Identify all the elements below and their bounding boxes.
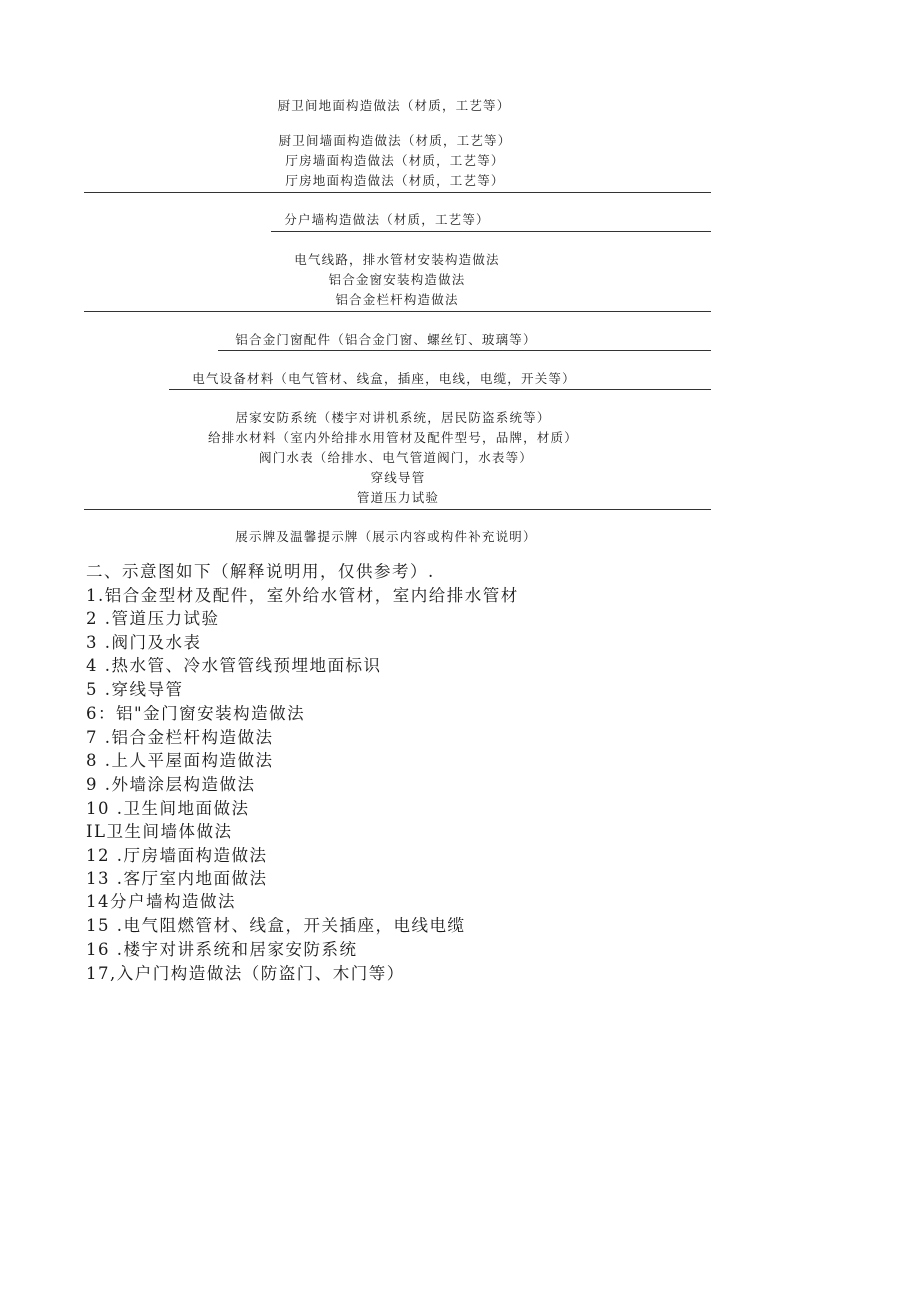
list-item: 2 .管道压力试验 (86, 609, 220, 628)
table-line: 管道压力试验 (356, 490, 440, 505)
list-item: 15 .电气阻燃管材、线盒，开关插座，电线电缆 (86, 916, 466, 935)
list-item: 14分户墙构造做法 (86, 892, 236, 911)
table-line: 厨卫间地面构造做法（材质，工艺等） (277, 98, 511, 113)
table-rule (169, 389, 711, 390)
table-line: 展示牌及温馨提示牌（展示内容或构件补充说明） (235, 529, 537, 544)
list-item: 6：铝"金门窗安装构造做法 (86, 704, 306, 723)
list-item: 4 .热水管、冷水管管线预埋地面标识 (86, 656, 382, 675)
table-line: 阀门水表（给排水、电气管道阀门，水表等） (258, 450, 534, 465)
table-line: 给排水材料（室内外给排水用管材及配件型号，品牌，材质） (208, 430, 578, 445)
table-rule (218, 350, 711, 351)
list-item: 7 .铝合金栏杆构造做法 (86, 728, 274, 747)
table-line: 穿线导管 (370, 470, 426, 485)
list-item: IL卫生间墙体做法 (86, 822, 233, 841)
list-item: 3 .阀门及水表 (86, 633, 202, 652)
list-item: 10 .卫生间地面做法 (86, 799, 250, 818)
list-item: 12 .厅房墙面构造做法 (86, 846, 268, 865)
table-rule (271, 231, 711, 232)
section-heading: 二、示意图如下（解释说明用，仅供参考）. (86, 562, 435, 581)
table-rule (84, 509, 711, 510)
table-line: 电气线路，排水管材安装构造做法 (294, 252, 500, 267)
list-item: 5 .穿线导管 (86, 680, 184, 699)
table-line: 铝合金窗安装构造做法 (328, 272, 466, 287)
list-item: 9 .外墙涂层构造做法 (86, 775, 256, 794)
list-item: 8 .上人平屋面构造做法 (86, 751, 274, 770)
table-line: 厨卫间墙面构造做法（材质，工艺等） (278, 133, 512, 148)
table-line: 分户墙构造做法（材质，工艺等） (284, 212, 490, 227)
table-line: 铝合金栏杆构造做法 (335, 292, 459, 307)
list-item: 16 .楼宇对讲系统和居家安防系统 (86, 940, 358, 959)
table-rule (84, 192, 711, 193)
list-item: 1.铝合金型材及配件，室外给水管材，室内给排水管材 (86, 586, 519, 605)
table-line: 铝合金门窗配件（铝合金门窗、螺丝钉、玻璃等） (235, 332, 537, 347)
table-line: 电气设备材料（电气管材、线盒，插座，电线，电缆，开关等） (192, 371, 576, 386)
table-line: 厅房墙面构造做法（材质，工艺等） (285, 153, 505, 168)
table-rule (84, 311, 711, 312)
list-item: 17,入户门构造做法（防盗门、木门等） (86, 964, 405, 983)
table-line: 居家安防系统（楼宇对讲机系统，居民防盗系统等） (235, 410, 551, 425)
table-line: 厅房地面构造做法（材质，工艺等） (285, 173, 505, 188)
list-item: 13 .客厅室内地面做法 (86, 869, 268, 888)
